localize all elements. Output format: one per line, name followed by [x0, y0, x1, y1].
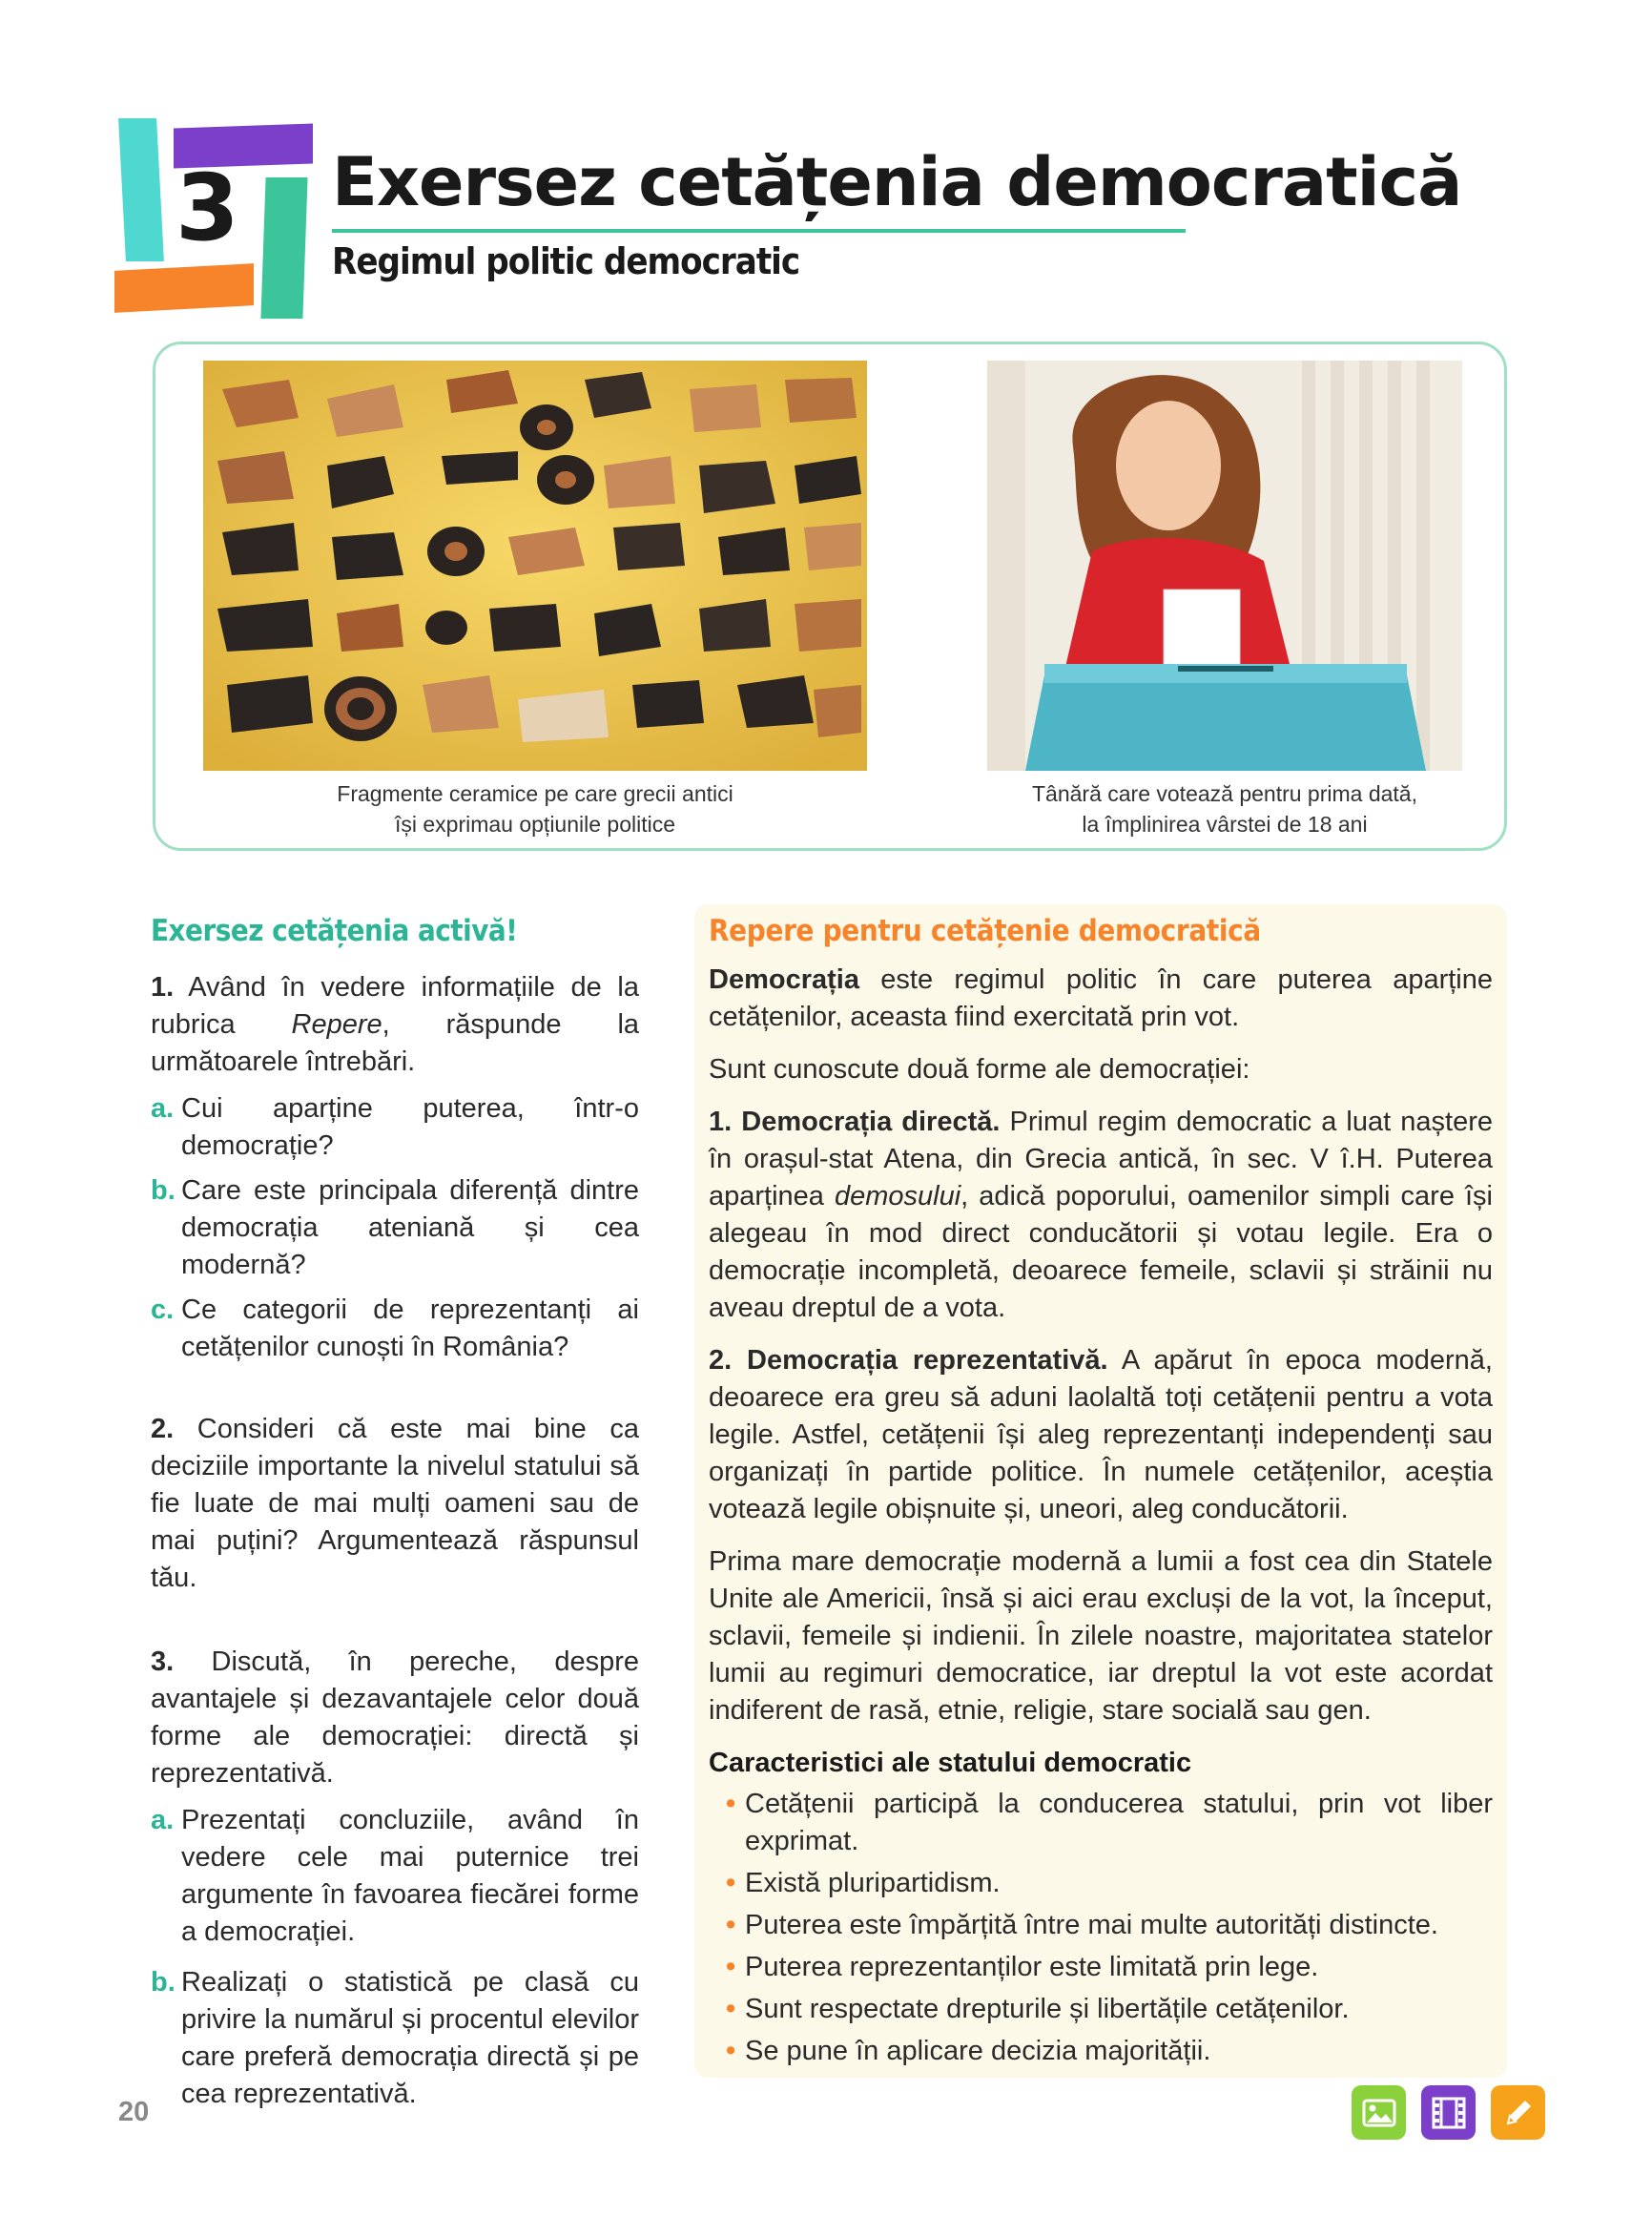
question-2-text: Consideri că este mai bine ca deciziile importante la nivelul statului să fie luate de mai mulți oameni sau de mai puțini? Argumentează răspunsul tău. — [151, 1414, 639, 1593]
voting-caption — [987, 778, 1462, 839]
ceramics-caption-line1: Fragmente ceramice pe care grecii antici — [337, 781, 733, 806]
repere-heading: Repere pentru cetățenie democratică — [709, 914, 1261, 948]
title-underline — [332, 229, 1186, 233]
question-1 — [151, 969, 639, 1081]
question-1-item — [151, 1090, 639, 1165]
item-letter: b. — [151, 1175, 176, 1206]
forms-intro: Sunt cunoscute două forme ale democrației: — [709, 1054, 1250, 1085]
item-letter: b. — [151, 1967, 176, 1998]
lesson-number: 3 — [176, 155, 239, 261]
ceramics-caption-line2: își exprimau opțiunile politice — [394, 812, 676, 837]
badge-cyan-bar — [118, 118, 164, 261]
item-text: Realizați o statistică pe clasă cu privire la numărul și procentul elevilor care preferă democrația directă și pe cea reprezentativă. — [181, 1967, 639, 2109]
direct-democracy-em: demosului — [834, 1181, 961, 1212]
question-1-text-b: , răspunde la următoarele întrebări. — [151, 1009, 640, 1077]
item-text: Ce categorii de reprezentanți ai cetățenilor cunoști în România? — [181, 1294, 639, 1362]
item-letter: a. — [151, 1805, 175, 1835]
badge-teal-bar — [260, 177, 307, 319]
repere-content — [709, 913, 1493, 2075]
exercises-section — [151, 913, 639, 2121]
direct-democracy-heading: 1. Democrația directă. — [709, 1107, 1001, 1137]
feature-item: • Se pune în aplicare decizia majorității. — [745, 2033, 1493, 2070]
item-text: Prezentați concluziile, având în vedere cele mai puternice trei argumente în favoarea fiecărei forme a democrației. — [181, 1805, 639, 1947]
question-3-item — [151, 1964, 639, 2113]
question-3-text: Discută, în pereche, despre avantajele și dezavantajele celor două forme ale democrației: directă și reprezentativă. — [151, 1646, 639, 1789]
question-3 — [151, 1644, 639, 1792]
ceramic-fragments-photo — [203, 361, 867, 771]
question-1-text-em: Repere — [291, 1009, 382, 1040]
feature-item: • Există pluripartidism. — [745, 1865, 1493, 1902]
badge-orange-bar — [114, 263, 254, 313]
question-3-number: 3. — [151, 1646, 175, 1677]
voting-caption-line2: la împlinirea vârstei de 18 ani — [1082, 812, 1368, 837]
item-letter: c. — [151, 1294, 175, 1325]
ceramics-caption — [203, 778, 867, 839]
feature-item: • Cetățenii participă la conducerea statului, prin vot liber exprimat. — [745, 1786, 1493, 1860]
democracy-definition — [709, 962, 1493, 1036]
page-number: 20 — [118, 2097, 150, 2127]
question-3-item — [151, 1802, 639, 1951]
film-icon[interactable] — [1421, 2085, 1476, 2140]
pencil-icon[interactable] — [1491, 2085, 1545, 2140]
representative-democracy-paragraph — [709, 1342, 1493, 1528]
item-letter: a. — [151, 1093, 175, 1124]
lesson-title: Exersez cetățenia democratică — [332, 143, 1462, 221]
question-2 — [151, 1411, 639, 1597]
voting-caption-line1: Tânără care votează pentru prima dată, — [1031, 781, 1417, 806]
democracy-definition-text: este regimul politic în care puterea aparține cetățenilor, aceasta fiind exercitată prin vot. — [709, 964, 1493, 1032]
lesson-badge — [113, 114, 313, 320]
representative-democracy-text: A apărut în epoca modernă, deoarece era greu să aduni laolaltă toți cetățenii pentru a vota legile. Astfel, cetățenii își aleg reprezentanți independenți sau organizați în partide politice. În numele cetățenilor, aceștia votează legile obișnuite și, uneori, aleg conducătorii. — [709, 1345, 1493, 1524]
direct-democracy-paragraph — [709, 1104, 1493, 1327]
question-1-item — [151, 1292, 639, 1366]
democracy-term: Democrația — [709, 964, 859, 995]
feature-item: • Puterea este împărțită între mai multe autorități distincte. — [745, 1907, 1493, 1944]
modern-democracy-paragraph: Prima mare democrație modernă a lumii a fost cea din Statele Unite ale Americii, însă și aici erau excluși de la vot, la început, sclavii, femeile și indienii. În zilele noastre, majoritatea statelor lumii au regimuri democratice, iar dreptul la vot este acordat indiferent de rasă, etnie, religie, stare socială sau gen. — [709, 1546, 1493, 1726]
item-text: Cui aparține puterea, într-o democrație? — [181, 1093, 639, 1161]
question-1-item — [151, 1172, 639, 1284]
exercises-heading: Exersez cetățenia activă! — [151, 914, 518, 948]
image-icon[interactable] — [1352, 2085, 1406, 2140]
direct-democracy-text-b: , adică poporului, oamenilor simpli care își alegeau în mod direct conducătorii și votau legile. Era o democrație incompletă, deoarece femeile, sclavii și străinii nu aveau dreptul de a vota. — [709, 1181, 1493, 1323]
representative-democracy-heading: 2. Democrația reprezentativă. — [709, 1345, 1108, 1376]
question-1-number: 1. — [151, 972, 175, 1003]
features-heading: Caracteristici ale statului democratic — [709, 1748, 1192, 1778]
young-woman-voting-photo — [987, 361, 1462, 771]
feature-item: • Sunt respectate drepturile și libertățile cetățenilor. — [745, 1991, 1493, 2028]
lesson-subtitle: Regimul politic democratic — [332, 240, 800, 282]
question-1-text-a: Având în vedere informațiile de la rubrica — [151, 972, 639, 1040]
feature-item: • Puterea reprezentanților este limitată prin lege. — [745, 1949, 1493, 1986]
question-2-number: 2. — [151, 1414, 175, 1444]
features-list — [709, 1786, 1493, 2070]
direct-democracy-text-a: Primul regim democratic a luat naștere în orașul-stat Atena, din Grecia antică, în sec. V î.H. Puterea aparținea — [709, 1107, 1493, 1212]
item-text: Care este principala diferență dintre democrația ateniană și cea modernă? — [181, 1175, 639, 1280]
